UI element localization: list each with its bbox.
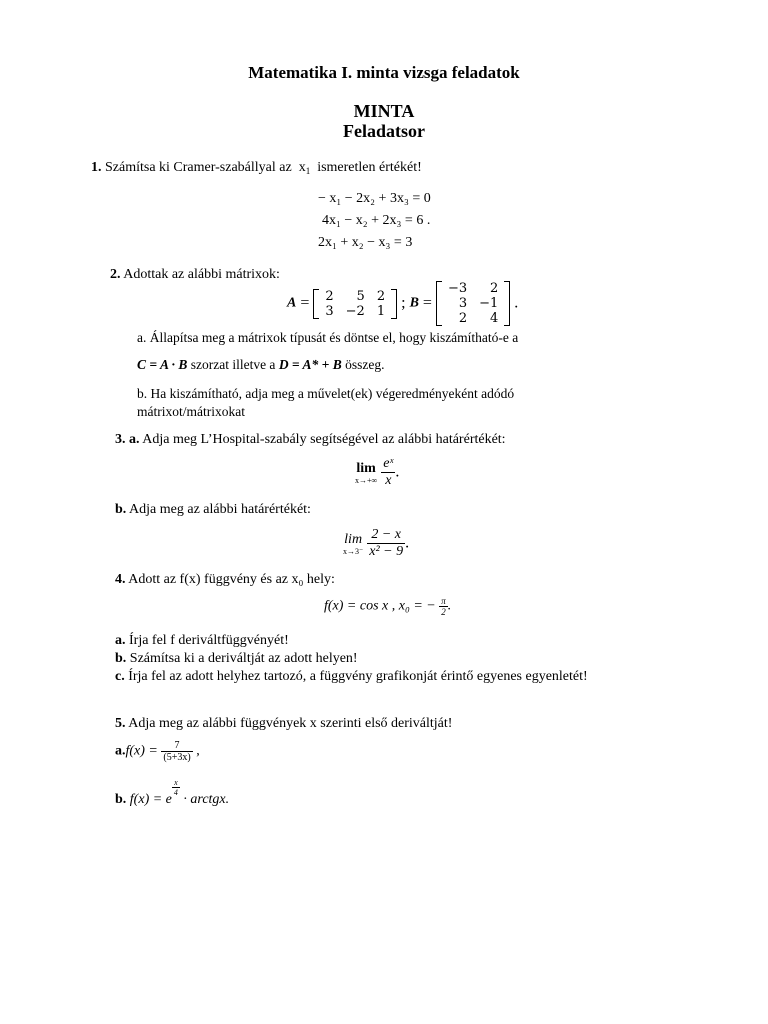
- problem-4-formula: f(x) = cos x , x₀ = − $\frac{\pi}{2}$ .: [324, 596, 452, 617]
- problem-2a-line2: [137, 357, 384, 373]
- problem-1-text-b: ismeretlen értékét!: [317, 160, 422, 175]
- matrix-a: [313, 289, 397, 319]
- matrix-b-cell: −1: [479, 296, 499, 311]
- problem-4c-text: Írja fel az adott helyhez tartozó, a függvény grafikonját érintő egyenes egyenletét!: [128, 669, 588, 684]
- formula-d: D = A* + B: [278, 357, 342, 372]
- limit-1-operator: lim x→+∞: [355, 460, 378, 485]
- problem-4-line: [115, 572, 335, 588]
- problem-1-number: 1.: [91, 160, 102, 175]
- limit-1: lim x→+∞ $\frac{\text{eˣ}}{x}$ .: [355, 456, 400, 488]
- limit-2-operator: lim x→3⁻: [343, 531, 364, 556]
- matrix-a-cell: 3: [325, 303, 334, 319]
- problem-3b-text: Adja meg az alábbi határértékét:: [129, 502, 311, 517]
- matrix-b: [436, 281, 510, 326]
- problem-5-number: 5.: [115, 716, 126, 731]
- problem-4-text: Adott az f(x) függvény és az x₀ hely:: [128, 572, 335, 587]
- matrix-b-cell: −3: [447, 281, 468, 296]
- matrix-b-cell: 2: [490, 281, 499, 296]
- matrix-a-cell: 2: [325, 288, 334, 304]
- matrix-a-cell: 2: [376, 288, 386, 304]
- matrix-b-label: B: [409, 295, 419, 311]
- problem-4-number: 4.: [115, 572, 126, 587]
- problem-4a-text: Írja fel f deriváltfüggvényét!: [129, 633, 289, 648]
- problem-4b-text: Számítsa ki a deriváltját az adott helyen!: [129, 651, 358, 666]
- problem-3-number: 3. a.: [115, 432, 140, 447]
- matrices-definition: A = 2 5 2 3 −2 1 ; B = −3 2 3 −1 2 4 .: [287, 281, 519, 326]
- problem-5a-formula: a.f(x) = $\frac{7}{(5+3x)}$ ,: [115, 740, 200, 763]
- problem-2a-text: a. Állapítsa meg a mátrixok típusát és döntse el, hogy kiszámítható-e a: [137, 330, 519, 345]
- heading-minta: MINTA: [353, 101, 415, 121]
- formula-c: C = A · B: [137, 357, 188, 372]
- problem-5a-fraction: $\frac{7}{(5+3x)}$: [163, 740, 191, 763]
- problem-2-number: 2.: [110, 267, 121, 282]
- matrix-a-label: A: [287, 295, 297, 311]
- matrix-b-cell: 3: [458, 296, 468, 311]
- problem-5b-exponent: $\frac{x}{4}$: [173, 778, 178, 797]
- matrix-a-cell: 5: [356, 288, 365, 304]
- equation-1: − x₁ − 2x₂ + 3x₃ = 0: [318, 191, 431, 206]
- problem-2b-text: b. Ha kiszámítható, adja meg a művelet(ek) végeredményeként adódó: [137, 386, 515, 401]
- pi-over-two: $\frac{\pi}{2}$: [441, 596, 446, 617]
- problem-2a-mid: szorzat illetve a: [190, 357, 276, 372]
- problem-2b-text2: mátrixot/mátrixokat: [137, 404, 245, 419]
- problem-5-text: Adja meg az alábbi függvények x szerinti első deriváltját!: [128, 716, 453, 731]
- problem-2a-end: összeg.: [345, 357, 385, 372]
- document-title: Matematika I. minta vizsga feladatok: [248, 63, 520, 82]
- problem-5-line: [115, 716, 452, 732]
- problem-1-var: $x_1$: [298, 160, 311, 176]
- matrix-a-cell: −2: [345, 303, 365, 319]
- problem-3a-text: Adja meg L’Hospital-szabály segítségével az alábbi határértékét:: [142, 432, 506, 447]
- problem-1-line: [91, 160, 422, 176]
- problem-2-intro-line: [110, 267, 280, 283]
- problem-3a-line: [115, 432, 506, 448]
- problem-2-intro: Adottak az alábbi mátrixok:: [123, 267, 280, 282]
- limit-2-fraction: $\frac{2 - x}{\text{x² − 9}}$: [369, 527, 404, 559]
- problem-4c-line: c. Írja fel az adott helyhez tartozó, a függvény grafikonját érintő egyenes egyenletét!: [115, 669, 588, 684]
- equation-2: 4x₁ − x₂ + 2x₃ = 6 .: [322, 213, 431, 228]
- limit-1-fraction: $\frac{\text{eˣ}}{x}$: [383, 456, 394, 488]
- problem-3b-label: b.: [115, 502, 127, 517]
- heading-feladatsor: Feladatsor: [343, 121, 425, 141]
- problem-4a-line: a. Írja fel f deriváltfüggvényét!: [115, 633, 289, 648]
- problem-4b-line: b. Számítsa ki a deriváltját az adott helyen!: [115, 651, 358, 666]
- limit-2: lim x→3⁻ $\frac{2 - x}{\text{x² − 9}}$ .: [343, 527, 410, 559]
- problem-1-text-a: Számítsa ki Cramer-szabállyal az: [105, 160, 292, 175]
- matrix-a-cell: 1: [376, 303, 386, 319]
- matrix-b-cell: 2: [458, 311, 468, 326]
- problem-5b-formula: b. f(x) = e $\frac{x}{4}$ · arctgx.: [115, 778, 230, 807]
- equation-3: 2x₁ + x₂ − x₃ = 3: [318, 235, 413, 250]
- problem-3b-line: [115, 502, 311, 518]
- matrix-b-cell: 4: [490, 311, 499, 326]
